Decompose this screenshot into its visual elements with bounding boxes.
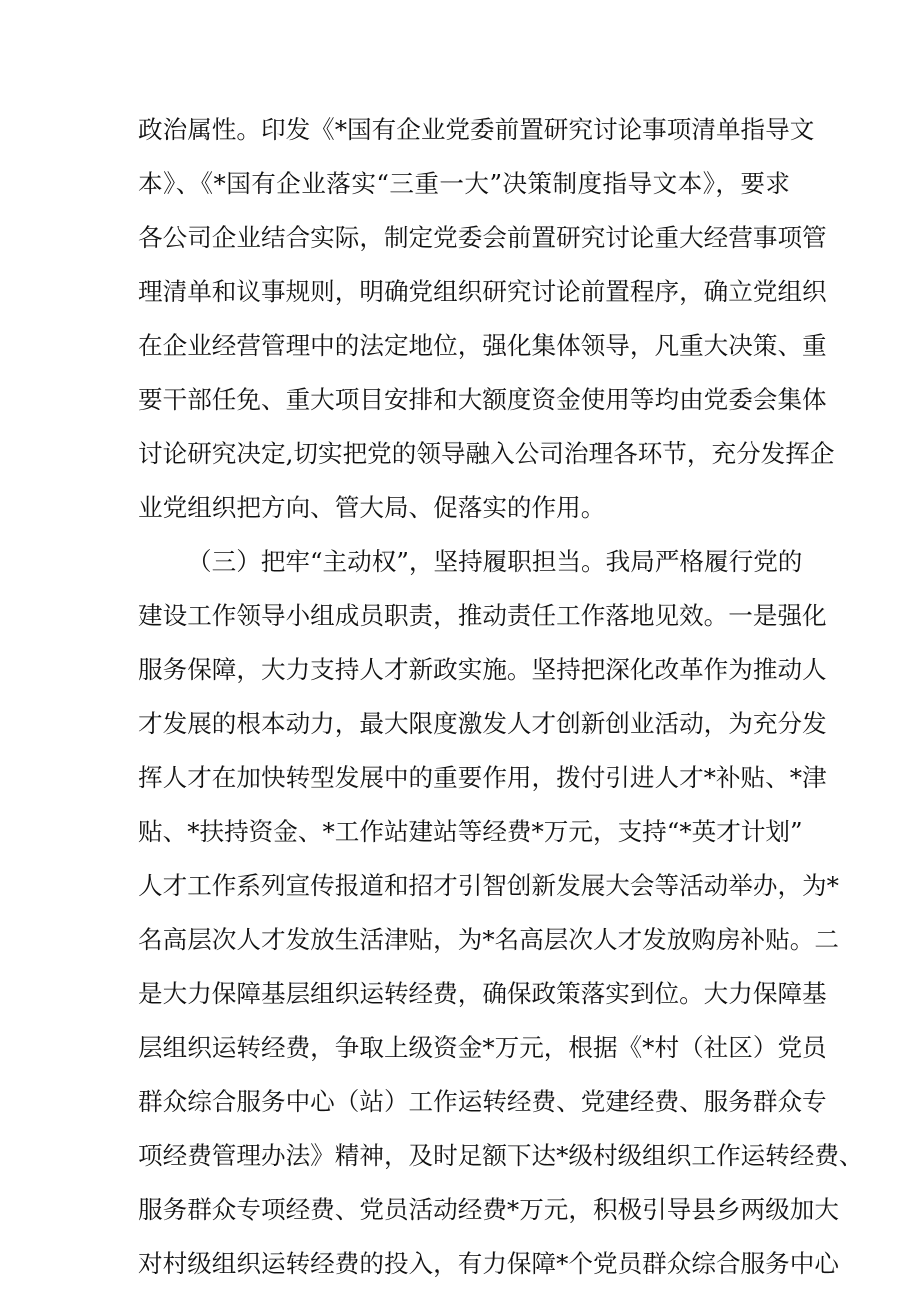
text-line: 讨论研究决定,切实把党的领导融入公司治理各环节，充分发挥企 <box>138 439 835 468</box>
text-line: 建设工作领导小组成员职责，推动责任工作落地见效。一是强化 <box>138 601 827 630</box>
text-line: 在企业经营管理中的法定地位，强化集体领导，凡重大决策、重 <box>138 331 827 360</box>
text-line: 项经费管理办法》精神，及时足额下达*级村级组织工作运转经费、 <box>138 1141 864 1170</box>
text-line: 服务群众专项经费、党员活动经费*万元，积极引导县乡两级加大 <box>138 1195 839 1224</box>
text-line: 人才工作系列宣传报道和招才引智创新发展大会等活动举办，为* <box>138 871 839 900</box>
text-line: 理清单和议事规则，明确党组织研究讨论前置程序，确立党组织 <box>138 277 827 306</box>
text-line: 各公司企业结合实际，制定党委会前置研究讨论重大经营事项管 <box>138 223 827 252</box>
text-line: 贴、*扶持资金、*工作站建站等经费*万元，支持“*英才计划” <box>138 817 803 846</box>
text-line: 挥人才在加快转型发展中的重要作用，拨付引进人才*补贴、*津 <box>138 763 827 792</box>
paragraph-heading-line: （三）把牢“主动权”，坚持履职担当。我局严格履行党的 <box>187 547 803 576</box>
text-line: 对村级组织运转经费的投入，有力保障*个党员群众综合服务中心 <box>138 1249 839 1278</box>
text-line: 名高层次人才发放生活津贴，为*名高层次人才发放购房补贴。二 <box>138 925 839 954</box>
text-line: 政治属性。印发《*国有企业党委前置研究讨论事项清单指导文 <box>138 115 815 144</box>
text-line: 本》、《*国有企业落实“三重一大”决策制度指导文本》，要求 <box>138 169 790 198</box>
text-line: 服务保障，大力支持人才新政实施。坚持把深化改革作为推动人 <box>138 655 827 684</box>
text-line: 才发展的根本动力，最大限度激发人才创新创业活动，为充分发 <box>138 709 827 738</box>
text-line: 业党组织把方向、管大局、促落实的作用。 <box>138 493 606 522</box>
text-line: 群众综合服务中心（站）工作运转经费、党建经费、服务群众专 <box>138 1087 827 1116</box>
text-line: 是大力保障基层组织运转经费，确保政策落实到位。大力保障基 <box>138 979 827 1008</box>
text-line: 要干部任免、重大项目安排和大额度资金使用等均由党委会集体 <box>138 385 827 414</box>
text-line: 层组织运转经费，争取上级资金*万元，根据《*村（社区）党员 <box>138 1033 827 1062</box>
